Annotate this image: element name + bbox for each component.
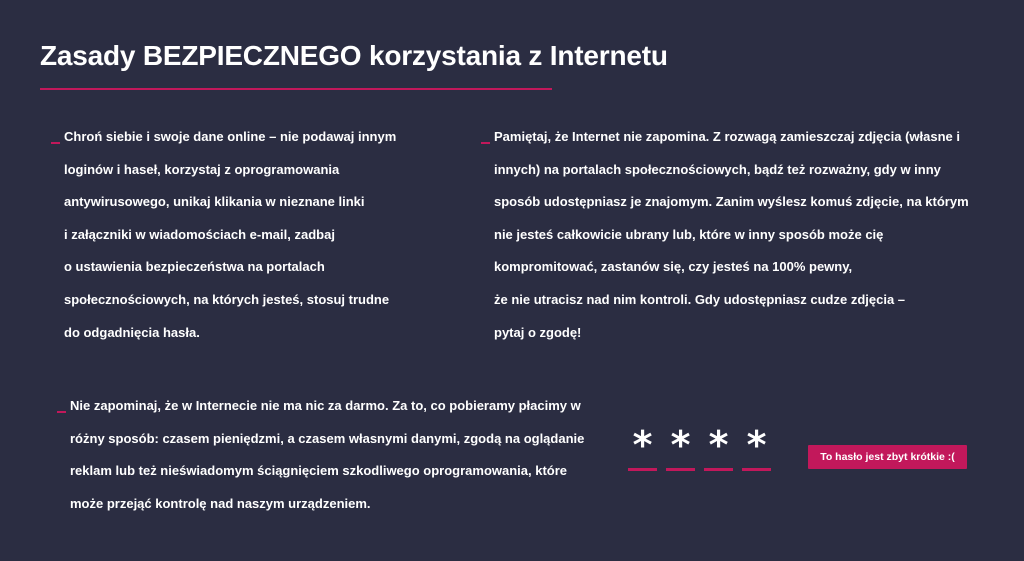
- tip-line: może przejąć kontrolę nad naszym urządzeniem.: [70, 495, 371, 511]
- password-too-short-badge: To hasło jest zbyt krótkie :(: [808, 445, 967, 469]
- tip-line: Pamiętaj, że Internet nie zapomina. Z rozwagą zamieszczaj zdjęcia (własne i: [494, 129, 960, 144]
- title-underline: [40, 88, 552, 90]
- tip-line: reklam lub też nieświadomym ściągnięciem szkodliwego oprogramowania, które: [70, 463, 568, 479]
- bullet-dash: [57, 411, 66, 413]
- password-slot-underline: [666, 468, 695, 471]
- password-field[interactable]: [628, 423, 771, 471]
- tip-line: społecznościowych, na których jesteś, stosuj trudne: [64, 291, 390, 307]
- tip-line: do odgadnięcia hasła.: [64, 324, 200, 340]
- tip-line: i załączniki w wiadomościach e-mail, zadbaj: [64, 226, 335, 242]
- tip-internet-remembers: [494, 121, 969, 349]
- tip-line: innych) na portalach społecznościowych, bądź też rozważny, gdy w inny: [494, 161, 941, 177]
- tip-line: Chroń siebie i swoje dane online – nie podawaj innym: [64, 129, 397, 144]
- tip-line: różny sposób: czasem pieniędzmi, a czasem własnymi danymi, zgodą na oglądanie: [70, 430, 585, 446]
- tip-line: że nie utracisz nad nim kontroli. Gdy udostępniasz cudze zdjęcia –: [494, 291, 906, 307]
- password-char: *: [670, 423, 691, 467]
- password-slot-underline: [628, 468, 657, 471]
- password-slot: [704, 423, 733, 471]
- tip-line: o ustawienia bezpieczeństwa na portalach: [64, 259, 325, 275]
- tip-personal-data: [64, 121, 396, 349]
- bullet-dash: [481, 142, 490, 144]
- tip-line: pytaj o zgodę!: [494, 324, 582, 340]
- password-char: *: [632, 423, 653, 467]
- password-slot: [628, 423, 657, 471]
- tip-nothing-free: [70, 390, 584, 520]
- password-slot-underline: [704, 468, 733, 471]
- tip-line: kompromitować, zastanów się, czy jesteś na 100% pewny,: [494, 259, 853, 275]
- password-slot-underline: [742, 468, 771, 471]
- password-char: *: [708, 423, 729, 467]
- password-slot: [666, 423, 695, 471]
- password-slot: [742, 423, 771, 471]
- tip-line: loginów i haseł, korzystaj z oprogramowania: [64, 161, 340, 177]
- tip-line: Nie zapominaj, że w Internecie nie ma nic za darmo. Za to, co pobieramy płacimy w: [70, 398, 581, 413]
- password-char: *: [746, 423, 767, 467]
- bullet-dash: [51, 142, 60, 144]
- tip-line: nie jesteś całkowicie ubrany lub, które w inny sposób może cię: [494, 226, 884, 242]
- tip-line: sposób udostępniasz je znajomym. Zanim wyślesz komuś zdjęcie, na którym: [494, 194, 969, 210]
- tip-line: antywirusowego, unikaj klikania w nieznane linki: [64, 194, 365, 210]
- page-title: Zasady BEZPIECZNEGO korzystania z Internetu: [40, 40, 668, 71]
